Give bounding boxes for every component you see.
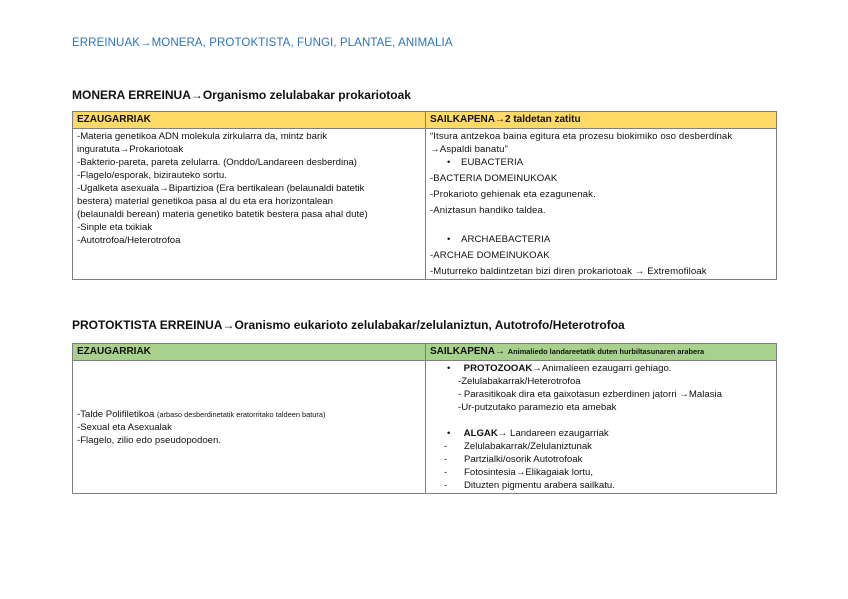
algak-heading [430,427,772,440]
monera-feature-line: -Sinple eta txikiak [77,222,153,233]
monera-feature-line: -Materia genetikoa ADN molekula zirkularra da, mintz barik [77,131,328,142]
algak-line: - Fotosintesia→Elikagaiak lortu, [430,466,772,479]
protoktista-classification-cell [426,361,777,494]
monera-body-row [73,129,777,280]
protoktista-feature-line: -Sexual eta Asexualak [77,421,172,433]
monera-feature-line: bestera) material genetikoa pasa al du eta era horizontalean [77,196,333,207]
protoktista-header-ezaugarriak: EZAUGARRIAK [73,344,426,361]
document-title: ERREINUAK→MONERA, PROTOKTISTA, FUNGI, PLANTAE, ANIMALIA [72,37,453,49]
protoktista-table [72,343,777,494]
algak-line: - Dituzten pigmentu arabera sailkatu. [430,479,772,492]
protoktista-header-row [73,344,777,361]
algak-line: - Zelulabakarrak/Zelulaniztunak [430,440,772,453]
archaebacteria-label: ARCHAEBACTERIA [461,234,551,245]
archaebacteria-line: -ARCHAE DOMEINUKOAK [430,250,550,261]
spacer [430,217,772,230]
protoktista-body-row [73,361,777,494]
eubacteria-heading [430,156,772,169]
polifiletikoa-note: (arbaso desberdinetatik eratorritako taldeen batura) [157,409,326,419]
monera-feature-line: -Flagelo/esporak, bizirauteko sortu. [77,170,227,181]
monera-header-sailkapena: SAILKAPENA→2 taldetan zatitu [426,112,777,129]
monera-feature-line: -Autotrofoa/Heterotrofoa [77,235,181,246]
monera-classification-cell [426,129,777,280]
monera-header-ezaugarriak: EZAUGARRIAK [73,112,426,129]
monera-features-cell [73,129,426,280]
protoktista-feature-line: -Flagelo, zilio edo pseudopodoen. [77,434,222,446]
protoktista-header-main: SAILKAPENA→ [430,346,506,357]
archaebacteria-line: -Muturreko baldintzetan bizi diren prokariotoak → Extremofiloak [430,266,707,277]
monera-feature-line: -Ugalketa asexuala→Bipartizioa (Era bertikalean (belaunaldi batetik [77,183,365,194]
monera-feature-line: inguratuta→Prokariotoak [77,144,184,155]
monera-quote-line: “Itsura antzekoa baina egitura eta prozesu biokimiko oso desberdinak [430,131,733,142]
monera-feature-line: -Bakterio-pareta, pareta zelularra. (Onddo/Landareen desberdina) [77,157,357,168]
eubacteria-line: -BACTERIA DOMEINUKOAK [430,173,558,184]
eubacteria-line: -Aniztasun handiko taldea. [430,205,546,216]
protoktista-header-note: Animaliedo landareetatik duten hurbiltasunaren arabera [507,347,705,356]
polifiletikoa-text: -Talde Polifiletikoa [77,408,157,420]
protozooak-line: -Ur-putzutako paramezio eta amebak [458,402,617,413]
protozooak-line: - Parasitikoak dira eta gaixotasun ezberdinen jatorri →Malasia [458,389,722,400]
monera-feature-line: (belaunaldi berean) materia genetiko batetik bestera pasa ahal dute) [77,209,368,220]
monera-quote-line: →Aspaldi banatu” [430,144,508,155]
monera-section-title: MONERA ERREINUA→Organismo zelulabakar prokariotoak [72,88,411,102]
eubacteria-line: -Prokarioto gehienak eta ezagunenak. [430,189,596,200]
algak-line: - Partzialki/osorik Autotrofoak [430,453,772,466]
spacer [430,414,772,427]
protozooak-label: PROTOZOOAK [463,363,533,374]
algak-desc: → Landareen ezaugarriak [497,428,609,439]
protozooak-desc: →Animalieen ezaugarri gehiago. [532,363,672,374]
protoktista-feature-line [77,408,421,421]
protozooak-line: -Zelulabakarrak/Heterotrofoa [458,376,581,387]
protozooak-heading [430,362,772,375]
archaebacteria-heading [430,233,772,246]
protoktista-header-sailkapena [426,344,777,361]
eubacteria-label: EUBACTERIA [461,157,524,168]
algak-label: ALGAK [463,428,498,439]
protoktista-features-cell [73,361,426,494]
monera-table [72,111,777,280]
monera-header-row [73,112,777,129]
protoktista-section-title: PROTOKTISTA ERREINUA→Oranismo eukarioto zelulabakar/zelulaniztun, Autotrofo/Heterotrofoa [72,318,625,332]
